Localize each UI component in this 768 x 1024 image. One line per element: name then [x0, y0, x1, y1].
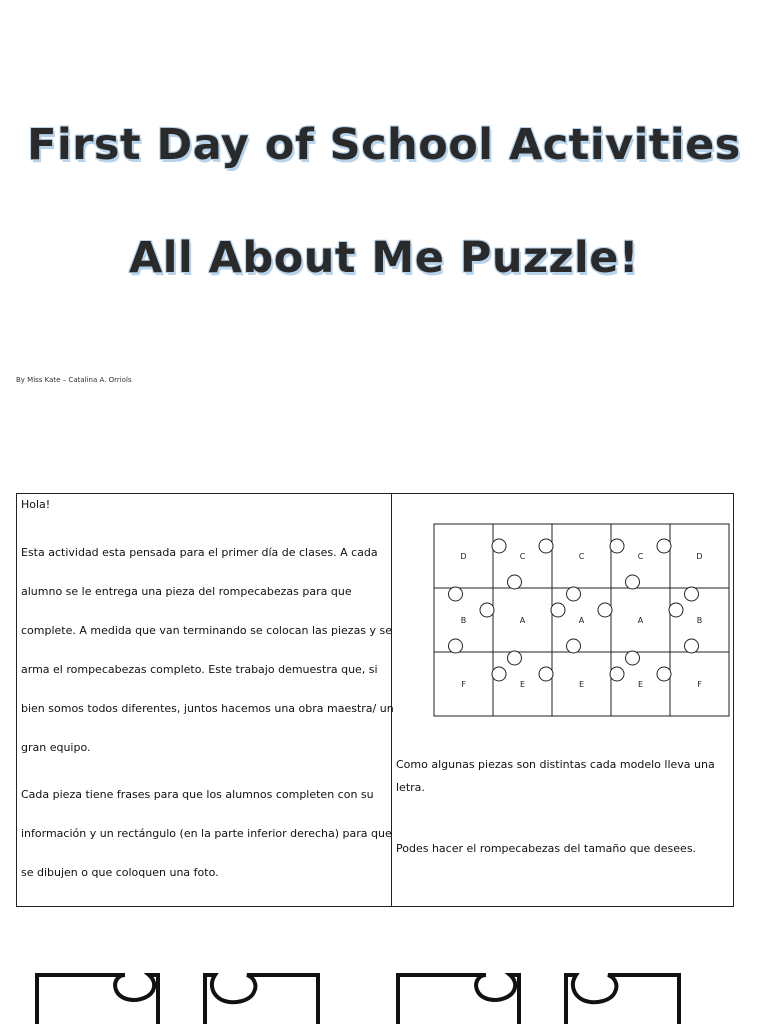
text-line: gran equipo.: [21, 741, 91, 754]
puzzle-note-size: Podes hacer el rompecabezas del tamaño que desees.: [396, 842, 697, 855]
puzzle-piece-outlines: [0, 960, 768, 1024]
puzzle-letter: A: [519, 616, 526, 625]
text-line: Esta actividad esta pensada para el primer día de clases. A cada: [21, 546, 378, 559]
puzzle-letter: F: [697, 680, 702, 689]
puzzle-knob: [480, 603, 494, 617]
puzzle-letter: E: [637, 680, 644, 689]
instructions-table: [16, 493, 734, 907]
puzzle-knob: [685, 587, 699, 601]
puzzle-knob: [626, 575, 640, 589]
text-line: arma el rompecabezas completo. Este trabajo demuestra que, si: [21, 663, 378, 676]
text-line: bien somos todos diferentes, juntos hacemos una obra maestra/ un: [21, 702, 394, 715]
puzzle-knob: [657, 667, 671, 681]
puzzle-letter: C: [578, 552, 585, 561]
puzzle-letter: A: [578, 616, 585, 625]
puzzle-knob: [567, 587, 581, 601]
puzzle-letter: B: [460, 616, 467, 625]
text-line: Cada pieza tiene frases para que los alumnos completen con su: [21, 788, 374, 801]
puzzle-piece-outline: [37, 975, 158, 1024]
puzzle-knob: [669, 603, 683, 617]
text-line: se dibujen o que coloquen una foto.: [21, 866, 219, 879]
puzzle-letter: D: [460, 552, 467, 561]
puzzle-knob: [551, 603, 565, 617]
text-line: información y un rectángulo (en la parte inferior derecha) para que: [21, 827, 392, 840]
puzzle-letter: F: [461, 680, 466, 689]
puzzle-piece-outline: [205, 975, 318, 1024]
puzzle-knob: [657, 539, 671, 553]
puzzle-letter: E: [519, 680, 526, 689]
puzzle-letter: C: [637, 552, 644, 561]
puzzle-knob: [610, 667, 624, 681]
puzzle-knob: [539, 667, 553, 681]
puzzle-knob: [626, 651, 640, 665]
text-line: complete. A medida que van terminando se colocan las piezas y se: [21, 624, 393, 637]
puzzle-knob: [567, 639, 581, 653]
puzzle-knob: [508, 575, 522, 589]
puzzle-knob: [492, 539, 506, 553]
puzzle-knob: [685, 639, 699, 653]
text-line: Hola!: [21, 498, 51, 511]
byline: By Miss Kate – Catalina A. Orriols: [16, 376, 132, 384]
puzzle-piece-outline: [566, 975, 679, 1024]
puzzle-letter: A: [637, 616, 644, 625]
puzzle-letter: D: [696, 552, 703, 561]
puzzle-knob: [449, 587, 463, 601]
puzzle-knob: [508, 651, 522, 665]
puzzle-note-line: letra.: [396, 781, 425, 794]
puzzle-knob: [539, 539, 553, 553]
table-divider: [391, 494, 392, 906]
page-subtitle: All About Me Puzzle!: [128, 233, 640, 283]
puzzle-knob: [449, 639, 463, 653]
puzzle-letter: B: [696, 616, 703, 625]
puzzle-letter: E: [578, 680, 585, 689]
puzzle-piece-outline: [398, 975, 519, 1024]
puzzle-note-line: Como algunas piezas son distintas cada modelo lleva una: [396, 758, 715, 771]
text-line: alumno se le entrega una pieza del rompecabezas para que: [21, 585, 352, 598]
page-title: First Day of School Activities: [27, 120, 741, 170]
puzzle-knob: [598, 603, 612, 617]
puzzle-letter: C: [519, 552, 526, 561]
puzzle-knob: [492, 667, 506, 681]
puzzle-knob: [610, 539, 624, 553]
puzzle-diagram: [396, 494, 730, 734]
